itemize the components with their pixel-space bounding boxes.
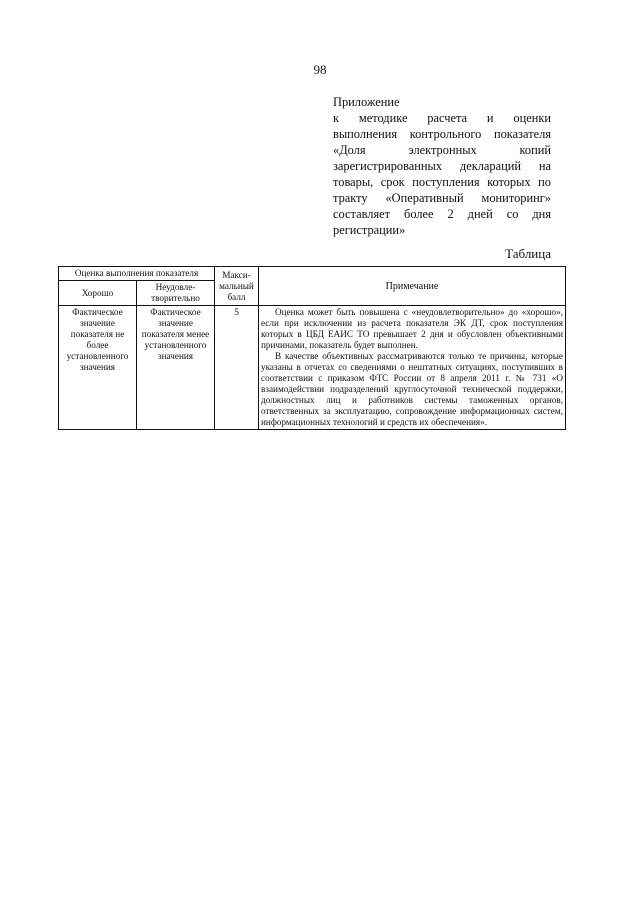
cell-bad: Фактическое значение показателя менее установленного значения [137,306,215,430]
header-good-cell: Хорошо [59,281,137,306]
table-header-row [59,267,566,281]
note-paragraph: Оценка может быть повышена с «неудовлетворительно» до «хорошо», если при исключении из расчета показателя ЭК ДТ, срок поступления которых в ЦБД ЕАИС ТО превышает 2 дня и обусловлен объективными причинами, показатель будет выполнен. [261,307,563,350]
appendix-heading [333,94,551,238]
page-number: 98 [313,62,327,77]
header-group-cell: Оценка выполнения показателя [59,267,215,281]
appendix-line: зарегистрированных деклараций на [333,159,551,173]
cell-max-score: 5 [215,306,259,430]
table-row [59,306,566,430]
header-note-cell: Примечание [259,267,566,306]
appendix-line: регистрации» [333,223,406,237]
header-bad-cell: Неудовле-творительно [137,281,215,306]
appendix-line: составляет более 2 дней со дня [333,207,551,221]
appendix-line: к методике расчета и оценки [333,111,551,125]
appendix-line: выполнения контрольного показателя [333,127,551,141]
appendix-line: товары, срок поступления которых по [333,175,551,189]
evaluation-table [58,266,566,430]
appendix-line: Приложение [333,95,400,109]
table-caption: Таблица [505,246,551,261]
note-paragraph: В качестве объективных рассматриваются только те причины, которые указаны в отчетах со сведениями о нештатных ситуациях, поступивших в соответствии с приказом ФТС России от 8 апреля 2011 г. № 731 «О взаимодействии подразделений круглосуточной технической поддержки, должностных лиц и работников системы таможенных органов, ответственных за эксплуатацию, сопровождение информационных систем, информационных технологий и средств их обеспечения». [261,351,563,427]
appendix-line: «Доля электронных копий [333,143,551,157]
cell-good: Фактическое значение показателя не более установленного значения [59,306,137,430]
appendix-line: тракту «Оперативный мониторинг» [333,191,551,205]
cell-note [259,306,566,430]
header-max-cell: Макси-мальный балл [215,267,259,306]
